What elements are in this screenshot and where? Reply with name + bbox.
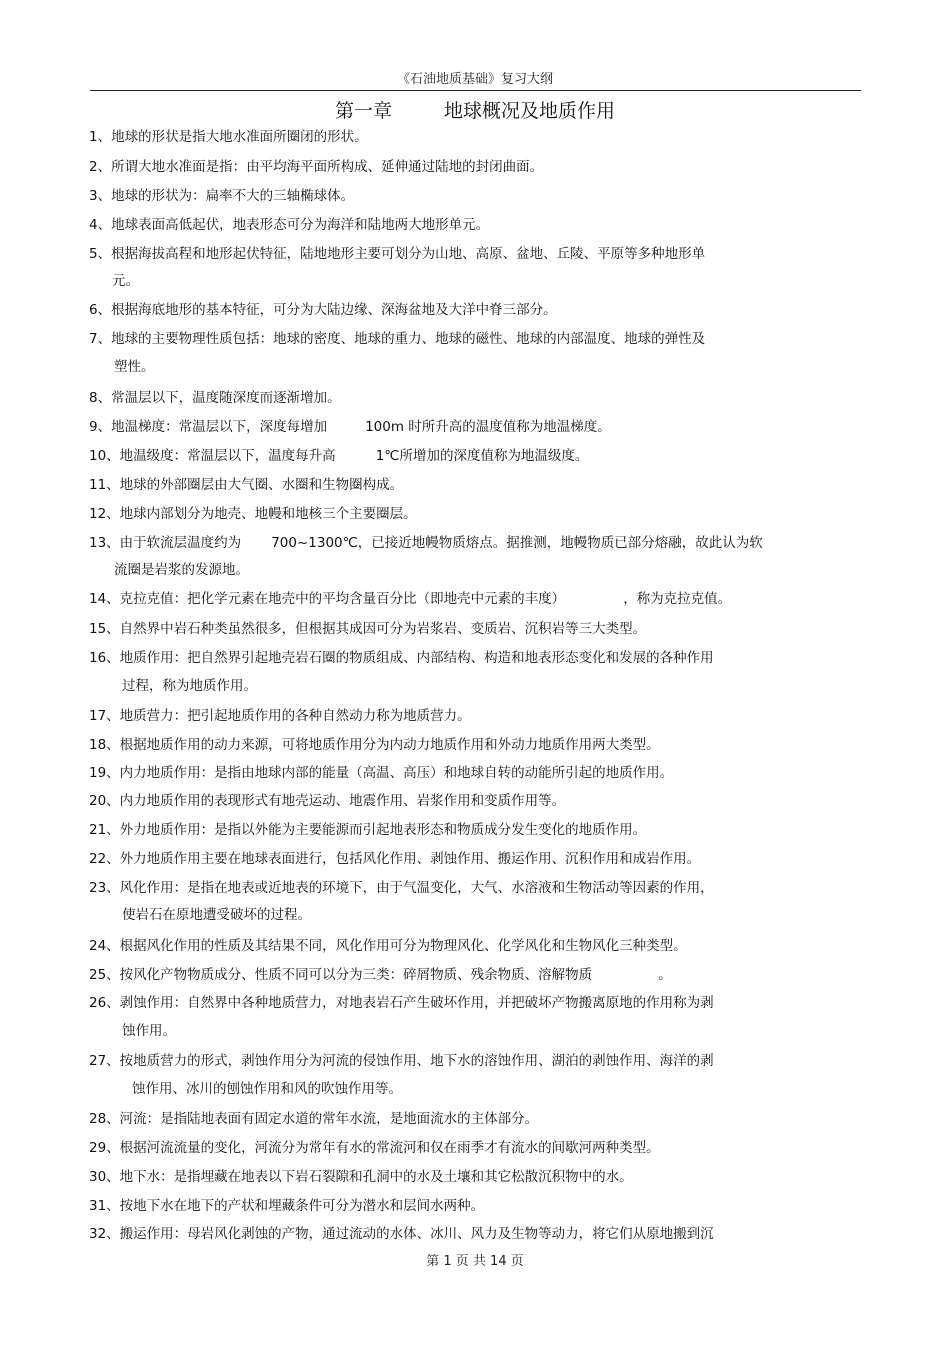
list-item-7: 7、地球的主要物理性质包括：地球的密度、地球的重力、地球的磁性、地球的内部温度、地球的弹性及 bbox=[89, 331, 706, 347]
list-item-28: 28、河流：是指陆地表面有固定水道的常年水流，是地面流水的主体部分。 bbox=[89, 1111, 539, 1127]
list-item-15: 15、自然界中岩石种类虽然很多，但根据其成因可分为岩浆岩、变质岩、沉积岩等三大类型。 bbox=[89, 621, 647, 637]
list-item-16: 16、地质作用：把自然界引起地壳岩石圈的物质组成、内部结构、构造和地表形态变化和发展的各种作用 bbox=[89, 650, 714, 666]
list-item-27: 27、按地质营力的形式，剥蚀作用分为河流的侵蚀作用、地下水的溶蚀作用、湖泊的剥蚀作用、海洋的剥 bbox=[89, 1053, 714, 1069]
list-item-4: 4、地球表面高低起伏，地表形态可分为海洋和陆地两大地形单元。 bbox=[89, 217, 490, 233]
list-item-10-part-2: 1℃所增加的深度值称为地温级度。 bbox=[375, 448, 589, 464]
list-item-7-continuation: 塑性。 bbox=[114, 359, 155, 375]
list-item-20: 20、内力地质作用的表现形式有地壳运动、地震作用、岩浆作用和变质作用等。 bbox=[89, 793, 566, 809]
list-item-25 bbox=[89, 967, 672, 983]
list-item-25-part-1: 25、按风化产物物质成分、性质不同可以分为三类：碎屑物质、残余物质、溶解物质 bbox=[89, 967, 593, 983]
list-item-13-part-2: 700~1300℃，已接近地幔物质熔点。据推测，地幔物质已部分熔融，故此认为软 bbox=[271, 535, 763, 551]
page-footer: 第 1 页 共 14 页 bbox=[426, 1254, 524, 1269]
list-item-23-continuation: 使岩石在原地遭受破坏的过程。 bbox=[122, 907, 311, 923]
list-item-14-part-1: 14、克拉克值：把化学元素在地壳中的平均含量百分比（即地壳中元素的丰度） bbox=[89, 591, 566, 607]
list-item-26-continuation: 蚀作用。 bbox=[122, 1023, 176, 1039]
list-item-19: 19、内力地质作用：是指由地球内部的能量（高温、高压）和地球自转的动能所引起的地质作用。 bbox=[89, 765, 674, 781]
chapter-number: 第一章 bbox=[334, 100, 392, 122]
list-item-17: 17、地质营力：把引起地质作用的各种自然动力称为地质营力。 bbox=[89, 708, 471, 724]
list-item-11: 11、地球的外部圈层由大气圈、水圈和生物圈构成。 bbox=[89, 477, 404, 493]
list-item-30: 30、地下水：是指埋藏在地表以下岩石裂隙和孔洞中的水及土壤和其它松散沉积物中的水。 bbox=[89, 1169, 633, 1185]
list-item-9-part-2: 100m 时所升高的温度值称为地温梯度。 bbox=[365, 419, 611, 435]
list-item-32: 32、搬运作用：母岩风化剥蚀的产物，通过流动的水体、冰川、风力及生物等动力，将它们从原地搬到沉 bbox=[89, 1226, 714, 1242]
list-item-5: 5、根据海拔高程和地形起伏特征，陆地地形主要可划分为山地、高原、盆地、丘陵、平原等多种地形单 bbox=[89, 246, 706, 262]
list-item-12: 12、地球内部划分为地壳、地幔和地核三个主要圈层。 bbox=[89, 506, 417, 522]
list-item-21: 21、外力地质作用：是指以外能为主要能源而引起地表形态和物质成分发生变化的地质作用。 bbox=[89, 822, 647, 838]
list-item-25-part-2: 。 bbox=[658, 967, 672, 983]
list-item-3: 3、地球的形状为：扁率不大的三轴椭球体。 bbox=[89, 188, 355, 204]
list-item-29: 29、根据河流流量的变化，河流分为常年有水的常流河和仅在雨季才有流水的间歇河两种类型。 bbox=[89, 1140, 660, 1156]
chapter-title: 地球概况及地质作用 bbox=[444, 100, 616, 122]
list-item-14-part-2: ，称为克拉克值。 bbox=[623, 591, 732, 607]
list-item-13-continuation: 流圈是岩浆的发源地。 bbox=[114, 562, 249, 578]
list-item-10-part-1: 10、地温级度：常温层以下，温度每升高 bbox=[89, 448, 336, 464]
chapter-heading bbox=[0, 96, 950, 123]
list-item-27-continuation: 蚀作用、冰川的刨蚀作用和风的吹蚀作用等。 bbox=[132, 1081, 402, 1097]
list-item-5-continuation: 元。 bbox=[112, 273, 139, 289]
list-item-2: 2、所谓大地水准面是指：由平均海平面所构成、延伸通过陆地的封闭曲面。 bbox=[89, 159, 544, 175]
header-rule bbox=[90, 90, 861, 91]
list-item-22: 22、外力地质作用主要在地球表面进行，包括风化作用、剥蚀作用、搬运作用、沉积作用和成岩作用。 bbox=[89, 851, 701, 867]
list-item-13-part-1: 13、由于软流层温度约为 bbox=[89, 535, 242, 551]
list-item-18: 18、根据地质作用的动力来源，可将地质作用分为内动力地质作用和外动力地质作用两大类型。 bbox=[89, 737, 660, 753]
list-item-1: 1、地球的形状是指大地水准面所圈闭的形状。 bbox=[89, 129, 368, 145]
list-item-14 bbox=[89, 591, 731, 607]
list-item-26: 26、剥蚀作用：自然界中各种地质营力，对地表岩石产生破坏作用，并把破坏产物搬离原地的作用称为剥 bbox=[89, 995, 714, 1011]
list-item-23: 23、风化作用：是指在地表或近地表的环境下，由于气温变化，大气、水溶液和生物活动等因素的作用， bbox=[89, 880, 714, 896]
list-item-8: 8、常温层以下，温度随深度而逐渐增加。 bbox=[89, 390, 341, 406]
list-item-31: 31、按地下水在地下的产状和埋藏条件可分为潜水和层间水两种。 bbox=[89, 1198, 485, 1214]
list-item-10 bbox=[89, 448, 588, 464]
list-item-9-part-1: 9、地温梯度：常温层以下，深度每增加 bbox=[89, 419, 328, 435]
list-item-9 bbox=[89, 419, 611, 435]
list-item-16-continuation: 过程，称为地质作用。 bbox=[122, 678, 257, 694]
list-item-24: 24、根据风化作用的性质及其结果不同，风化作用可分为物理风化、化学风化和生物风化三种类型。 bbox=[89, 938, 687, 954]
list-item-6: 6、根据海底地形的基本特征，可分为大陆边缘、深海盆地及大洋中脊三部分。 bbox=[89, 302, 557, 318]
running-header: 《石油地质基础》复习大纲 bbox=[396, 72, 553, 87]
list-item-13 bbox=[89, 535, 763, 551]
